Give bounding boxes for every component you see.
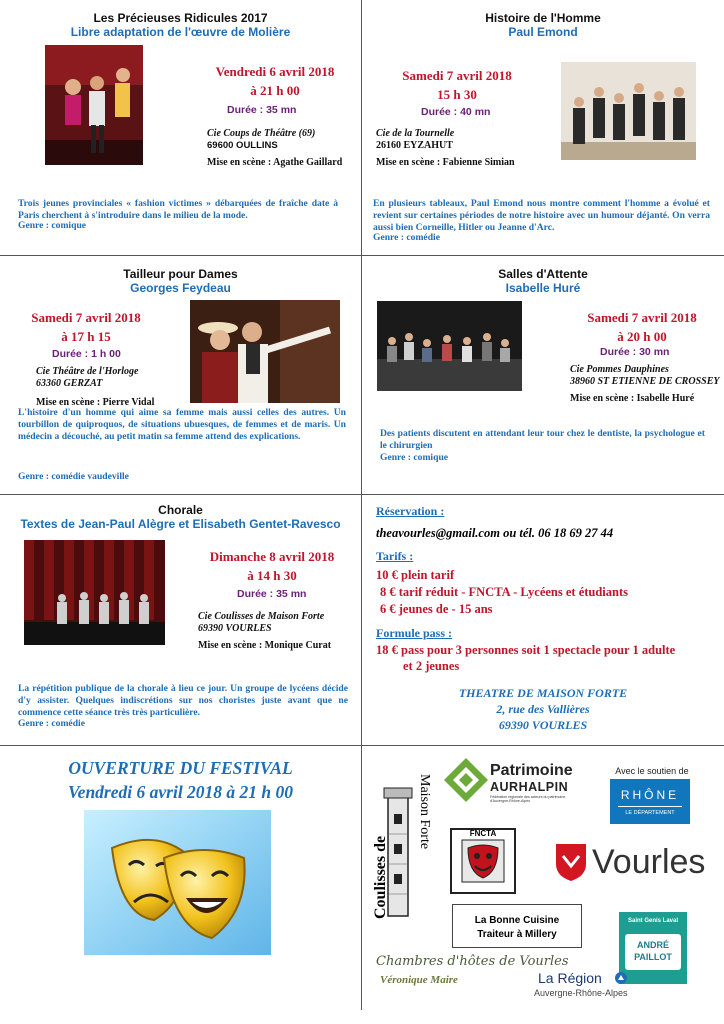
bonne-cuisine-name: La Bonne Cuisine <box>474 915 560 926</box>
show-duration: Durée : 1 h 00 <box>52 348 121 360</box>
company-city: 26160 EYZAHUT <box>376 140 453 151</box>
show-author: Textes de Jean-Paul Alègre et Elisabeth Gentet-Ravesco <box>20 517 341 531</box>
show-date <box>572 308 712 346</box>
date-line: Samedi 7 avril 2018 <box>402 68 512 83</box>
reservation-heading: Réservation : <box>376 504 445 518</box>
paillot-top: Saint Genis Laval <box>627 918 679 924</box>
date-line: Vendredi 6 avril 2018 <box>215 64 335 79</box>
show-title: Chorale <box>158 503 203 517</box>
show-description: En plusieurs tableaux, Paul Emond nous montre comment l'homme a évolué et revient sur certaines périodes de notre histoire avec un humour déjanté. On verra aussi bien Corneille, Hitler ou Jeanne d'Arc. <box>373 198 710 233</box>
rhone-support-text: Avec le soutien de <box>615 766 689 776</box>
tarifs-heading: Tarifs : <box>376 549 414 563</box>
tarif-price: 6 € <box>380 602 396 616</box>
chambres-text: Chambres d'hôtes de Vourles <box>376 954 569 969</box>
show-genre: Genre : comédie <box>18 718 85 729</box>
festival-title: OUVERTURE DU FESTIVAL <box>68 758 293 778</box>
show-genre: Genre : comique <box>18 220 87 231</box>
show-title: Les Précieuses Ridicules 2017 <box>93 11 268 25</box>
show-director: Mise en scène : Fabienne Simian <box>376 157 515 168</box>
tarif-text: jeunes de - 15 ans <box>398 602 493 616</box>
company-name: Cie Théâtre de l'Horloge <box>36 366 139 377</box>
show-director: Mise en scène : Isabelle Huré <box>570 393 695 404</box>
show-photo <box>45 45 143 165</box>
show-title: Histoire de l'Homme <box>485 11 601 25</box>
date-line: Samedi 7 avril 2018 <box>587 310 697 325</box>
pass-heading: Formule pass : <box>376 626 452 640</box>
tarif-price: 10 € <box>376 568 398 582</box>
rhone-name: RHÔNE <box>620 788 680 802</box>
patrimoine-logo <box>444 758 574 808</box>
company-name: Cie Coups de Théâtre (69) <box>207 128 316 139</box>
show-card-tailleur <box>0 256 361 494</box>
show-duration: Durée : 40 mn <box>421 106 491 118</box>
show-title: Salles d'Attente <box>498 267 588 281</box>
company-name: Cie Coulisses de Maison Forte <box>198 611 325 622</box>
info-panel <box>362 495 724 745</box>
company-name: Cie Pommes Dauphines <box>570 364 669 375</box>
show-card-salles <box>362 256 724 494</box>
vourles-text: Vourles <box>592 843 706 881</box>
show-duration: Durée : 35 mn <box>237 588 307 600</box>
show-author: Paul Emond <box>508 25 578 39</box>
reservation-label <box>376 503 444 520</box>
show-director: Mise en scène : Agathe Gaillard <box>207 157 343 168</box>
venue-address <box>362 685 724 733</box>
company-name: Cie de la Tournelle <box>376 128 455 139</box>
fncta-text: FNCTA <box>469 829 497 838</box>
company-city: 63360 GERZAT <box>36 378 103 389</box>
vourles-logo <box>554 842 706 888</box>
show-description: Trois jeunes provinciales « fashion victimes » débarquées de fraîche date à Paris cherchent à s'introduire dans le milieu de la mode. <box>18 198 338 221</box>
patrimoine-small: Fédération régionale des acteurs du patrimoine d'Auvergne-Rhône-Alpes <box>490 795 566 803</box>
tarif-text: plein tarif <box>401 568 455 582</box>
venue-name: THEATRE DE MAISON FORTE <box>458 686 628 700</box>
rhone-box <box>610 779 690 824</box>
bonne-cuisine-box <box>452 904 582 948</box>
company-city: 38960 ST ETIENNE DE CROSSEY <box>570 376 720 387</box>
festival-date: Vendredi 6 avril 2018 à 21 h 00 <box>67 782 294 802</box>
theatre-masks-illustration <box>84 810 271 955</box>
coulisses-logo <box>372 774 432 919</box>
show-date <box>392 66 522 104</box>
show-duration: Durée : 30 mn <box>600 346 670 358</box>
pass-label <box>376 625 452 642</box>
patrimoine-sub: AURHALPIN <box>490 780 569 794</box>
pass-text: pass pour 3 personnes soit 1 spectacle pour 1 adulte <box>401 643 676 657</box>
region-name: La Région <box>538 970 602 986</box>
show-photo <box>24 540 165 645</box>
show-photo <box>561 62 696 160</box>
fncta-logo <box>450 828 516 894</box>
tarif-jeunes <box>380 601 493 618</box>
tarif-price: 8 € <box>380 585 396 599</box>
company-city: 69390 VOURLES <box>198 623 272 634</box>
show-director: Mise en scène : Pierre Vidal <box>36 397 155 408</box>
pass-line-2 <box>403 658 459 675</box>
coulisses-text: Coulisses de <box>372 835 389 919</box>
time-line: à 20 h 00 <box>617 329 667 344</box>
show-description: Des patients discutent en attendant leur tour chez le dentiste, la psychologue et le chirurgien <box>380 428 705 451</box>
time-line: à 21 h 00 <box>250 83 300 98</box>
bonne-cuisine-sub: Traiteur à Millery <box>477 929 557 940</box>
time-line: 15 h 30 <box>437 87 477 102</box>
tarif-reduit <box>380 584 628 601</box>
show-photo <box>190 300 340 403</box>
contact-line[interactable]: theavourles@gmail.com ou tél. 06 18 69 27 44 <box>376 526 614 540</box>
festival-panel <box>0 746 361 1024</box>
show-author: Isabelle Huré <box>505 281 581 295</box>
show-description: La répétition publique de la chorale à lieu ce jour. Un groupe de lycéens décide d'y assister. Quelques indiscrétions sur nos choristes juste avant que ne commence cette séance très très particulière. <box>18 683 348 718</box>
show-genre: Genre : comique <box>380 452 449 463</box>
rhone-divider <box>618 806 682 807</box>
company-city: 69600 OULLINS <box>207 140 278 151</box>
region-logo <box>534 970 634 1006</box>
show-genre: Genre : comédie <box>373 232 440 243</box>
sponsors-panel <box>362 746 724 1024</box>
date-line: Samedi 7 avril 2018 <box>31 310 141 325</box>
paillot-line1: ANDRÉ <box>636 940 669 950</box>
venue-street: 2, rue des Vallières <box>496 702 590 716</box>
show-company <box>570 364 719 388</box>
time-line: à 17 h 15 <box>61 329 111 344</box>
time-line: à 14 h 30 <box>247 568 297 583</box>
patrimoine-name: Patrimoine <box>490 762 573 779</box>
veronique-text: Véronique Maire <box>380 974 458 986</box>
show-date <box>200 62 350 100</box>
show-card-histoire <box>362 0 724 255</box>
tarif-text: tarif réduit - FNCTA - Lycéens et étudiants <box>398 585 629 599</box>
chambres-hotes-logo <box>376 954 569 994</box>
maison-forte-text: Maison Forte <box>417 774 432 850</box>
pass-text: et 2 jeunes <box>403 659 460 673</box>
show-company <box>207 128 315 152</box>
tarifs-label <box>376 548 413 565</box>
show-author: Libre adaptation de l'œuvre de Molière <box>70 25 291 39</box>
venue-city: 69390 VOURLES <box>498 718 588 732</box>
show-card-precieuses <box>0 0 361 255</box>
show-card-chorale <box>0 495 361 745</box>
show-duration: Durée : 35 mn <box>227 104 297 116</box>
pass-price: 18 € <box>376 643 398 657</box>
show-company <box>376 128 454 152</box>
show-date <box>16 308 156 346</box>
rhone-logo <box>608 766 696 826</box>
show-director: Mise en scène : Monique Curat <box>198 640 332 651</box>
show-genre: Genre : comédie vaudeville <box>18 471 129 482</box>
date-line: Dimanche 8 avril 2018 <box>209 549 335 564</box>
show-company <box>198 611 324 635</box>
region-sub: Auvergne-Rhône-Alpes <box>534 988 628 998</box>
show-company <box>36 366 139 390</box>
show-author: Georges Feydeau <box>130 281 231 295</box>
show-date <box>202 547 342 585</box>
pass-line <box>376 642 675 659</box>
show-title: Tailleur pour Dames <box>123 267 238 281</box>
show-photo <box>377 301 522 391</box>
paillot-line2: PAILLOT <box>634 952 672 962</box>
rhone-dept: LE DÉPARTEMENT <box>625 810 675 816</box>
tarif-plein <box>376 567 454 584</box>
show-description: L'histoire d'un homme qui aime sa femme mais aussi celles des autres. Un tourbillon de quiproquos, de situations ubuesques, de femmes et de maris. Un médecin a découché, au petit matin sa femme attend des explications. <box>18 407 346 442</box>
